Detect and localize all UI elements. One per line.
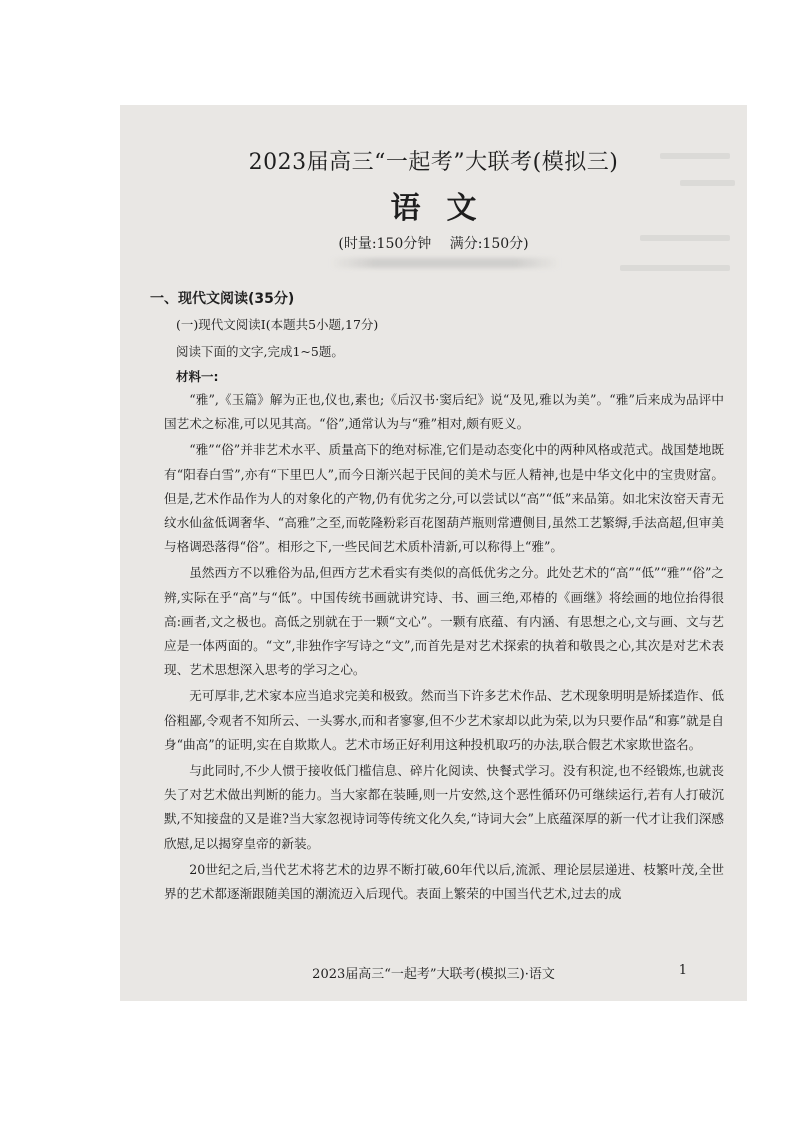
material-label: 材料一: <box>176 369 219 384</box>
reading-instruction: 阅读下面的文字,完成1~5题。 <box>176 344 344 359</box>
reading-passage <box>164 388 724 908</box>
passage-paragraph: “雅”,《玉篇》解为正也,仪也,素也;《后汉书·窦后纪》说“及见,雅以为美”。“雅”后来成为品评中国艺术之标准,可以见其高。“俗”,通常认为与“雅”相对,颇有贬义。 <box>164 392 724 432</box>
passage-paragraph: “雅”“俗”并非艺术水平、质量高下的绝对标准,它们是动态变化中的两种风格或范式。战国楚地既有“阳春白雪”,亦有“下里巴人”,而今日渐兴起于民间的美术与匠人精神,也是中华文化中的宝贵财富。但是,艺术作品作为人的对象化的产物,仍有优劣之分,可以尝试以“高”“低”来品第。如北宋汝窑天青无纹水仙盆低调奢华、“高雅”之至,而乾隆粉彩百花图葫芦瓶则常遭侧目,虽然工艺繁缛,手法高超,但审美与格调恐落得“俗”。相形之下,一些民间艺术质朴清新,可以称得上“雅”。 <box>164 442 724 555</box>
exam-title: 2023届高三“一起考”大联考(模拟三) <box>248 150 619 175</box>
page-footer: 2023届高三“一起考”大联考(模拟三)·语文 <box>312 967 555 982</box>
page-number: 1 <box>678 963 687 978</box>
passage-paragraph: 20世纪之后,当代艺术将艺术的边界不断打破,60年代以后,流派、理论层层递进、枝繁叶茂,全世界的艺术都逐渐跟随美国的潮流迈入后现代。表面上繁荣的中国当代艺术,过去的成 <box>164 861 724 902</box>
bleed-through-mark <box>620 265 730 271</box>
passage-paragraph: 无可厚非,艺术家本应当追求完美和极致。然而当下许多艺术作品、艺术现象明明是矫揉造作、低俗粗鄙,令观者不知所云、一头雾水,而和者寥寥,但不少艺术家却以此为荣,以为只要作品“和寡”就是自身“曲高”的证明,实在自欺欺人。艺术市场正好利用这种投机取巧的办法,联合假艺术家欺世盗名。 <box>164 688 724 752</box>
exam-page <box>120 105 747 1001</box>
subject-title: 语文 <box>390 191 503 226</box>
subsection-heading: (一)现代文阅读Ⅰ(本题共5小题,17分) <box>176 317 379 332</box>
passage-paragraph: 虽然西方不以雅俗为品,但西方艺术看实有类似的高低优劣之分。此处艺术的“高”“低”“雅”“俗”之辨,实际在乎“高”与“低”。中国传统书画就讲究诗、书、画三绝,邓椿的《画继》将绘画的地位抬得很高:画者,文之极也。高低之别就在于一颗“文心”。一颗有底蕴、有内涵、有思想之心,文与画、文与艺应是一体两面的。“文”,非独作字写诗之“文”,而首先是对艺术探索的执着和敬畏之心,其次是对艺术表现、艺术思想深入思考的学习之心。 <box>164 565 724 678</box>
blurred-strip <box>330 258 560 268</box>
passage-paragraph: 与此同时,不少人惯于接收低门槛信息、碎片化阅读、快餐式学习。没有积淀,也不经锻炼,也就丧失了对艺术做出判断的能力。当大家都在装睡,则一片安然,这个恶性循环仍可继续运行,若有人打破沉默,不知接盘的又是谁?当大家忽视诗词等传统文化久矣,“诗词大会”上底蕴深厚的新一代才让我们深感欣慰,足以揭穿皇帝的新装。 <box>164 763 724 851</box>
section-heading: 一、现代文阅读(35分) <box>150 291 295 307</box>
exam-timing: (时量:150分钟 满分:150分) <box>338 236 529 252</box>
